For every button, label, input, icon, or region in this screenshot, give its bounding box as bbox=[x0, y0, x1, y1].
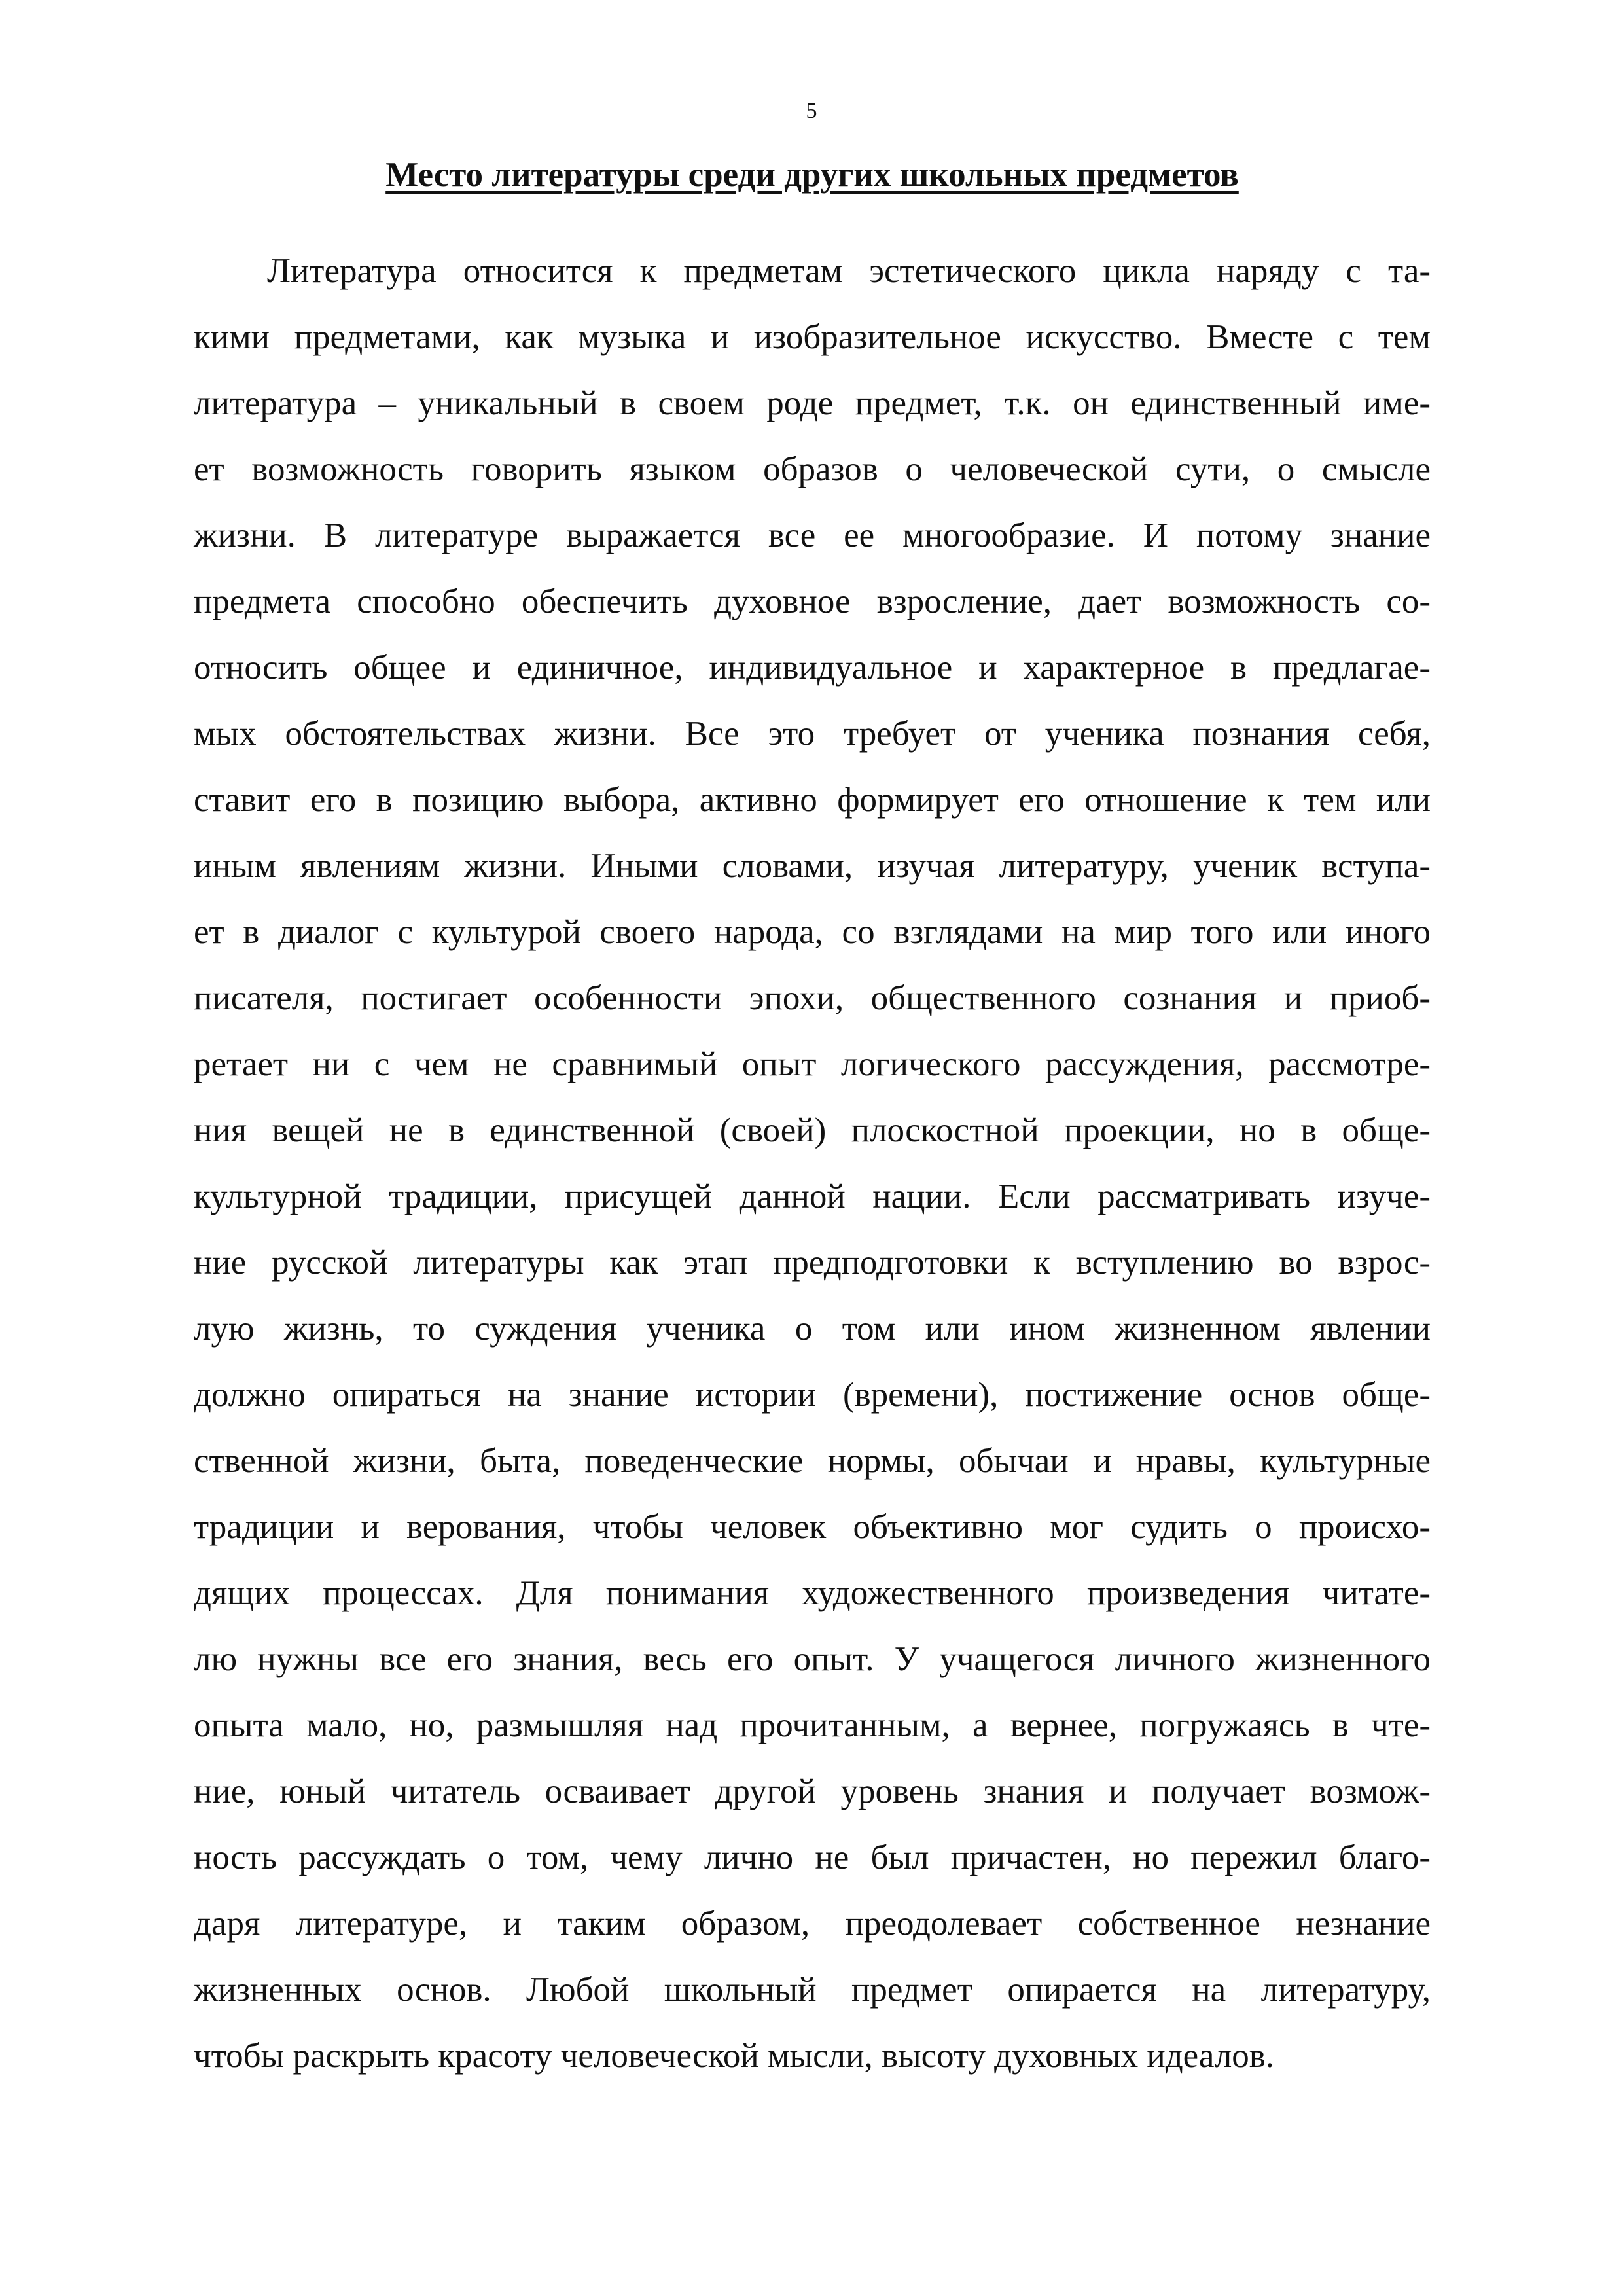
text-line: дящих процессах. Для понимания художественного произведения читате- bbox=[194, 1574, 1431, 1612]
text-line: ния вещей не в единственной (своей) плоскостной проекции, но в обще- bbox=[194, 1111, 1431, 1149]
text-line: ность рассуждать о том, чему лично не был причастен, но пережил благо- bbox=[194, 1839, 1431, 1876]
text-line: ретает ни с чем не сравнимый опыт логического рассуждения, рассмотре- bbox=[194, 1045, 1431, 1083]
text-line: жизненных основ. Любой школьный предмет опирается на литературу, bbox=[194, 1971, 1431, 2009]
text-line: лую жизнь, то суждения ученика о том или ином жизненном явлении bbox=[194, 1310, 1431, 1348]
text-line: традиции и верования, чтобы человек объективно мог судить о происхо- bbox=[194, 1508, 1431, 1546]
section-title: Место литературы среди других школьных предметов bbox=[385, 156, 1239, 194]
text-line: предмета способно обеспечить духовное взросление, дает возможность со- bbox=[194, 583, 1431, 620]
text-line: ственной жизни, быта, поведенческие нормы, обычаи и нравы, культурные bbox=[194, 1442, 1431, 1480]
body-paragraph bbox=[194, 238, 1431, 2089]
text-line: лю нужны все его знания, весь его опыт. У учащегося личного жизненного bbox=[194, 1640, 1431, 1678]
text-line: ние, юный читатель осваивает другой уровень знания и получает возмож- bbox=[194, 1772, 1431, 1810]
text-line: Литература относится к предметам эстетического цикла наряду с та- bbox=[267, 252, 1431, 290]
text-line: ет в диалог с культурой своего народа, со взглядами на мир того или иного bbox=[194, 913, 1431, 951]
text-line: ет возможность говорить языком образов о человеческой сути, о смысле bbox=[194, 450, 1431, 488]
text-line: ние русской литературы как этап предподготовки к вступлению во взрос- bbox=[194, 1244, 1431, 1282]
text-line: чтобы раскрыть красоту человеческой мысли, высоту духовных идеалов. bbox=[194, 2037, 1275, 2075]
text-line: опыта мало, но, размышляя над прочитанным, а вернее, погружаясь в чте- bbox=[194, 1706, 1431, 1744]
text-line: литература – уникальный в своем роде предмет, т.к. он единственный име- bbox=[194, 384, 1431, 422]
text-line: жизни. В литературе выражается все ее многообразие. И потому знание bbox=[194, 516, 1431, 554]
text-line: мых обстоятельствах жизни. Все это требует от ученика познания себя, bbox=[194, 715, 1431, 753]
text-line: иным явлениям жизни. Иными словами, изучая литературу, ученик вступа- bbox=[194, 847, 1431, 885]
text-line: писателя, постигает особенности эпохи, общественного сознания и приоб- bbox=[194, 979, 1431, 1017]
text-line: ставит его в позицию выбора, активно формирует его отношение к тем или bbox=[194, 781, 1431, 819]
text-line: культурной традиции, присущей данной нации. Если рассматривать изуче- bbox=[194, 1177, 1431, 1215]
text-line: кими предметами, как музыка и изобразительное искусство. Вместе с тем bbox=[194, 318, 1431, 356]
text-line: должно опираться на знание истории (времени), постижение основ обще- bbox=[194, 1376, 1431, 1414]
text-line: относить общее и единичное, индивидуальное и характерное в предлагае- bbox=[194, 649, 1431, 687]
page-number: 5 bbox=[806, 99, 817, 123]
text-line: даря литературе, и таким образом, преодолевает собственное незнание bbox=[194, 1905, 1431, 1943]
